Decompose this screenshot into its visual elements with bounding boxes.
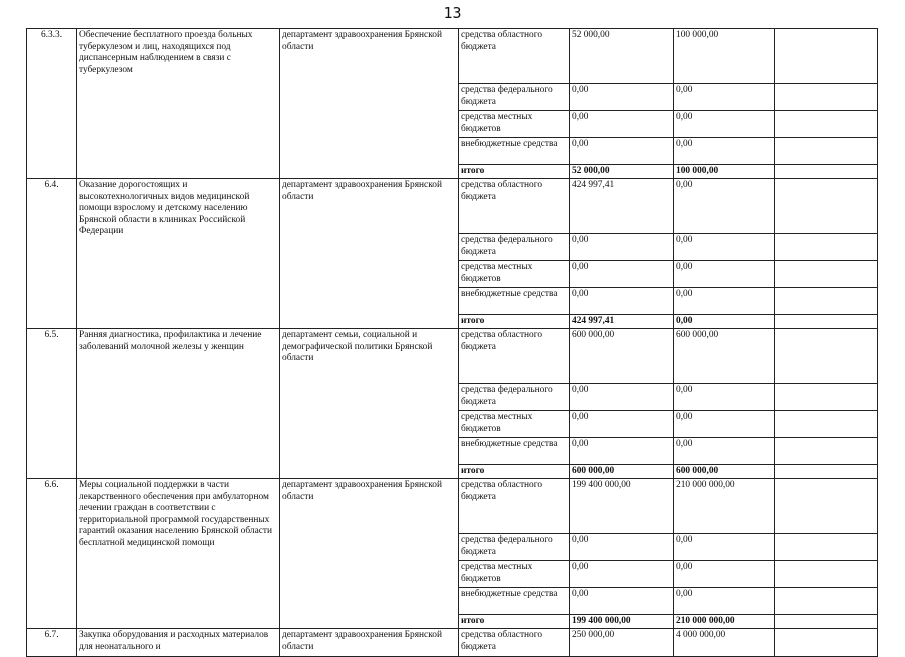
item-executor: департамент здравоохранения Брянской области: [280, 629, 459, 657]
amount-col-2: 0,00: [674, 138, 775, 165]
table-row: [27, 329, 878, 384]
amount-col-3: [775, 329, 878, 384]
amount-col-2: 0,00: [674, 588, 775, 615]
funding-source: средства федерального бюджета: [459, 84, 570, 111]
total-label: итого: [459, 615, 570, 629]
amount-col-1: 0,00: [570, 438, 674, 465]
amount-col-2: 0,00: [674, 534, 775, 561]
amount-col-1: 600 000,00: [570, 329, 674, 384]
item-executor: департамент семьи, социальной и демографической политики Брянской области: [280, 329, 459, 479]
item-name: Ранняя диагностика, профилактика и лечение заболеваний молочной железы у женщин: [77, 329, 280, 479]
amount-col-2: 0,00: [674, 234, 775, 261]
total-amount-2: 0,00: [674, 315, 775, 329]
total-amount-2: 100 000,00: [674, 165, 775, 179]
total-amount-1: 424 997,41: [570, 315, 674, 329]
amount-col-2: 0,00: [674, 261, 775, 288]
amount-col-1: 0,00: [570, 588, 674, 615]
funding-source: средства федерального бюджета: [459, 384, 570, 411]
amount-col-3: [775, 261, 878, 288]
item-number: 6.3.3.: [27, 29, 77, 179]
amount-col-1: 199 400 000,00: [570, 479, 674, 534]
total-amount-3: [775, 465, 878, 479]
item-number: 6.5.: [27, 329, 77, 479]
item-number: 6.7.: [27, 629, 77, 657]
table-body: [27, 29, 878, 657]
amount-col-2: 0,00: [674, 384, 775, 411]
total-amount-1: 199 400 000,00: [570, 615, 674, 629]
amount-col-3: [775, 138, 878, 165]
total-label: итого: [459, 315, 570, 329]
item-number: 6.4.: [27, 179, 77, 329]
funding-source: средства местных бюджетов: [459, 111, 570, 138]
item-name: Закупка оборудования и расходных материалов для неонатального и: [77, 629, 280, 657]
amount-col-2: 0,00: [674, 561, 775, 588]
amount-col-3: [775, 561, 878, 588]
funding-source: средства местных бюджетов: [459, 561, 570, 588]
amount-col-1: 424 997,41: [570, 179, 674, 234]
page-number: 13: [443, 4, 462, 22]
amount-col-3: [775, 629, 878, 657]
total-amount-3: [775, 315, 878, 329]
amount-col-3: [775, 234, 878, 261]
funding-source: средства федерального бюджета: [459, 534, 570, 561]
funding-source: средства областного бюджета: [459, 29, 570, 84]
amount-col-2: 210 000 000,00: [674, 479, 775, 534]
funding-source: внебюджетные средства: [459, 288, 570, 315]
total-amount-2: 210 000 000,00: [674, 615, 775, 629]
total-amount-2: 600 000,00: [674, 465, 775, 479]
total-label: итого: [459, 465, 570, 479]
funding-source: внебюджетные средства: [459, 438, 570, 465]
amount-col-2: 0,00: [674, 179, 775, 234]
total-amount-3: [775, 615, 878, 629]
amount-col-2: 100 000,00: [674, 29, 775, 84]
amount-col-1: 0,00: [570, 411, 674, 438]
item-executor: департамент здравоохранения Брянской области: [280, 479, 459, 629]
funding-source: внебюджетные средства: [459, 588, 570, 615]
amount-col-3: [775, 479, 878, 534]
amount-col-2: 0,00: [674, 288, 775, 315]
funding-source: средства федерального бюджета: [459, 234, 570, 261]
total-amount-1: 600 000,00: [570, 465, 674, 479]
item-name: Меры социальной поддержки в части лекарственного обеспечения при амбулаторном лечении граждан в соответствии с территориальной программой государственных гарантий оказания населению Брянской области бесплатной медицинской помощи: [77, 479, 280, 629]
funding-source: средства местных бюджетов: [459, 411, 570, 438]
amount-col-3: [775, 84, 878, 111]
amount-col-1: 0,00: [570, 138, 674, 165]
total-label: итого: [459, 165, 570, 179]
amount-col-3: [775, 438, 878, 465]
item-name: Обеспечение бесплатного проезда больных туберкулезом и лиц, находящихся под диспансерным наблюдением в связи с туберкулезом: [77, 29, 280, 179]
item-name: Оказание дорогостоящих и высокотехнологичных видов медицинской помощи взрослому и детскому населению Брянской области в клиниках Российской Федерации: [77, 179, 280, 329]
amount-col-3: [775, 411, 878, 438]
amount-col-1: 0,00: [570, 384, 674, 411]
amount-col-3: [775, 384, 878, 411]
amount-col-2: 0,00: [674, 438, 775, 465]
amount-col-3: [775, 111, 878, 138]
amount-col-2: 600 000,00: [674, 329, 775, 384]
table-row: [27, 479, 878, 534]
amount-col-1: 250 000,00: [570, 629, 674, 657]
table-row: [27, 179, 878, 234]
item-executor: департамент здравоохранения Брянской области: [280, 179, 459, 329]
amount-col-3: [775, 588, 878, 615]
funding-source: средства областного бюджета: [459, 479, 570, 534]
amount-col-1: 52 000,00: [570, 29, 674, 84]
amount-col-3: [775, 29, 878, 84]
amount-col-3: [775, 534, 878, 561]
amount-col-2: 4 000 000,00: [674, 629, 775, 657]
amount-col-1: 0,00: [570, 288, 674, 315]
amount-col-1: 0,00: [570, 234, 674, 261]
budget-table: [26, 28, 878, 657]
funding-source: средства областного бюджета: [459, 329, 570, 384]
funding-source: внебюджетные средства: [459, 138, 570, 165]
amount-col-2: 0,00: [674, 84, 775, 111]
funding-source: средства местных бюджетов: [459, 261, 570, 288]
amount-col-1: 0,00: [570, 84, 674, 111]
amount-col-1: 0,00: [570, 561, 674, 588]
amount-col-2: 0,00: [674, 411, 775, 438]
funding-source: средства областного бюджета: [459, 179, 570, 234]
amount-col-3: [775, 288, 878, 315]
item-executor: департамент здравоохранения Брянской области: [280, 29, 459, 179]
item-number: 6.6.: [27, 479, 77, 629]
total-amount-1: 52 000,00: [570, 165, 674, 179]
amount-col-1: 0,00: [570, 534, 674, 561]
amount-col-1: 0,00: [570, 111, 674, 138]
table-row: [27, 29, 878, 84]
funding-source: средства областного бюджета: [459, 629, 570, 657]
total-amount-3: [775, 165, 878, 179]
table-row: [27, 629, 878, 657]
amount-col-3: [775, 179, 878, 234]
amount-col-1: 0,00: [570, 261, 674, 288]
amount-col-2: 0,00: [674, 111, 775, 138]
